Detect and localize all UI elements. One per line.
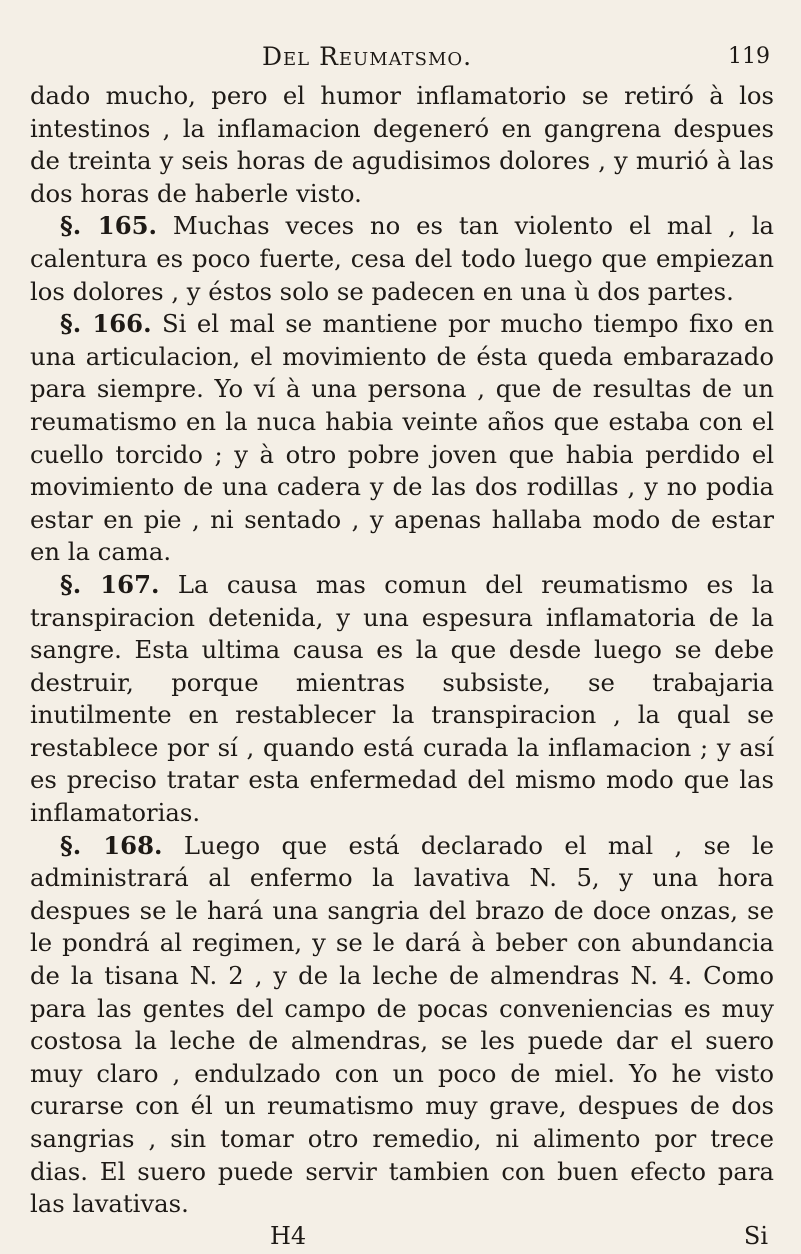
page-number: 119 [728,44,770,69]
signature-mark: H4 [270,1221,307,1250]
paragraph-text: Muchas veces no es tan violento el mal , la calentura es poco fuerte, cesa del todo luego que empiezan los dolores , y éstos solo se padecen en una ù dos partes. [30,211,774,306]
catchword: Si [743,1221,768,1250]
book-page [30,38,774,1254]
page-header [30,38,774,80]
paragraph-text: Si el mal se mantiene por mucho tiempo fixo en una articulacion, el movimiento de ésta queda embarazado para siempre. Yo ví à una persona , que de resultas de un reumatismo en la nuca habia veinte años que estaba con el cuello torcido ; y à otro pobre joven que habia perdido el movimiento de una cadera y de las dos rodillas , y no podia estar en pie , ni sentado , y apenas hallaba modo de estar en la cama. [30,309,774,567]
section-number: §. 166. [60,309,152,339]
paragraph-text: Luego que está declarado el mal , se le administrará al enfermo la lavativa N. 5, y una hora despues se le hará una sangria del brazo de doce onzas, se le pondrá al regimen, y se le dará à beber con abundancia de la tisana N. 2 , y de la leche de almendras N. 4. Como para las gentes del campo de pocas conveniencias es muy costosa la leche de almendras, se les puede dar el suero muy claro , endulzado con un poco de miel. Yo he visto curarse con él un reumatismo muy grave, despues de dos sangrias , sin tomar otro remedio, ni alimento por trece dias. El suero puede servir tambien con buen efecto para las lavativas. [30,830,774,1219]
paragraph-166 [30,308,774,569]
page-footer [30,1222,774,1254]
paragraph-text: dado mucho, pero el humor inflamatorio se retiró à los intestinos , la inflamacion degeneró en gangrena despues de treinta y seis horas de agudisimos dolores , y murió à las dos horas de haberle visto. [30,81,774,208]
section-number: §. 165. [60,211,157,241]
section-number: §. 168. [60,830,163,860]
paragraph-text: La causa mas comun del reumatismo es la transpiracion detenida, y una espesura inflamatoria de la sangre. Esta ultima causa es la que desde luego se debe destruir, porque mientras subsiste, se trabajaria inutilmente en restablecer la transpiracion , la qual se restablece por sí , quando está curada la inflamacion ; y así es preciso tratar esta enfermedad del mismo modo que las inflamatorias. [30,569,774,828]
paragraph-continuation [30,80,774,210]
body-text [30,80,774,1221]
section-number: §. 167. [60,569,160,599]
paragraph-167 [30,569,774,830]
paragraph-168 [30,830,774,1221]
paragraph-165 [30,210,774,308]
running-head: Del Reumatsmo. [262,42,473,71]
